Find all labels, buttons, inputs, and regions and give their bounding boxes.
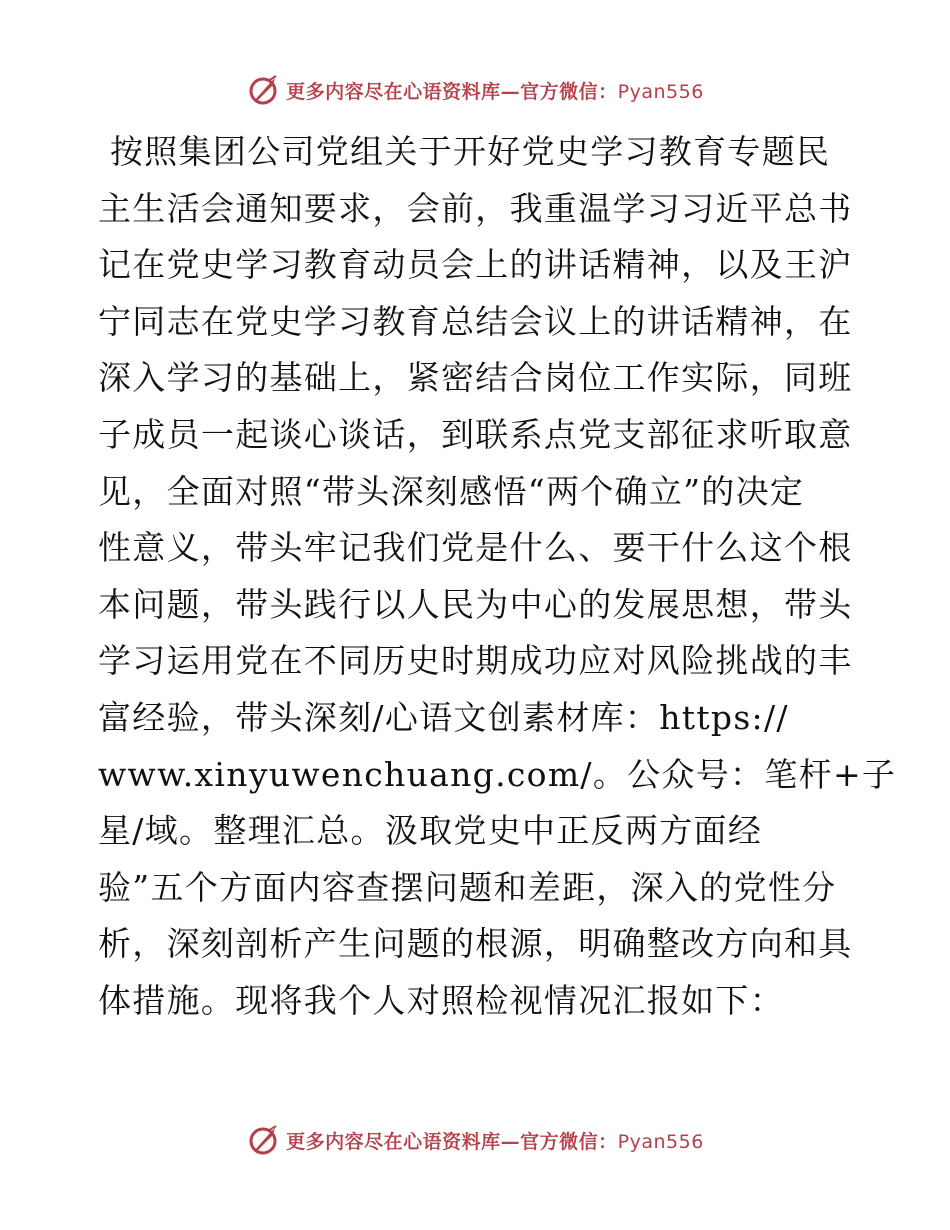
body-line: 析，深刻剖析产生问题的根源，明确整改方向和具 xyxy=(98,924,853,964)
footer-watermark-banner xyxy=(0,1118,950,1162)
wechat-id: Pyan556 xyxy=(617,1130,704,1153)
wechat-id: Pyan556 xyxy=(617,80,704,103)
document-body xyxy=(98,124,897,1030)
body-line: 见，全面对照“带头深刻感悟“两个确立”的决定 xyxy=(98,471,805,511)
body-line: 验”五个方面内容查摆问题和差距，深入的党性分 xyxy=(98,867,837,907)
body-line: 主生活会通知要求，会前，我重温学习习近平总书 xyxy=(98,188,853,228)
body-line: 星/域。整理汇总。汲取党史中正反两方面经 xyxy=(98,811,763,851)
body-line: 按照集团公司党组关于开好党史学习教育专题民 xyxy=(110,132,831,171)
body-line: 性意义，带头牢记我们党是什么、要干什么这个根 xyxy=(98,528,853,568)
watermark-text: 更多内容尽在心语资料库—官方微信：Pyan556 xyxy=(286,1130,704,1153)
header-watermark-banner xyxy=(0,68,950,112)
body-line: 体措施。现将我个人对照检视情况汇报如下： xyxy=(98,980,784,1020)
quill-pen-logo-icon xyxy=(246,1123,280,1157)
body-line: 深入学习的基础上，紧密结合岗位工作实际，同班 xyxy=(98,358,853,398)
body-line: 子成员一起谈心谈话，到联系点党支部征求听取意 xyxy=(98,414,853,454)
body-line: www.xinyuwenchuang.com/。公众号：笔杆+子 xyxy=(98,754,897,794)
body-line: 宁同志在党史学习教育总结会议上的讲话精神，在 xyxy=(98,301,853,341)
body-line: 本问题，带头践行以人民为中心的发展思想，带头 xyxy=(98,584,853,624)
body-line: 记在党史学习教育动员会上的讲话精神，以及王沪 xyxy=(98,245,853,285)
body-line: 学习运用党在不同历史时期成功应对风险挑战的丰 xyxy=(98,641,853,681)
body-line: 富经验，带头深刻/心语文创素材库：https:// xyxy=(98,697,789,737)
watermark-text: 更多内容尽在心语资料库—官方微信：Pyan556 xyxy=(286,80,704,103)
quill-pen-logo-icon xyxy=(246,73,280,107)
